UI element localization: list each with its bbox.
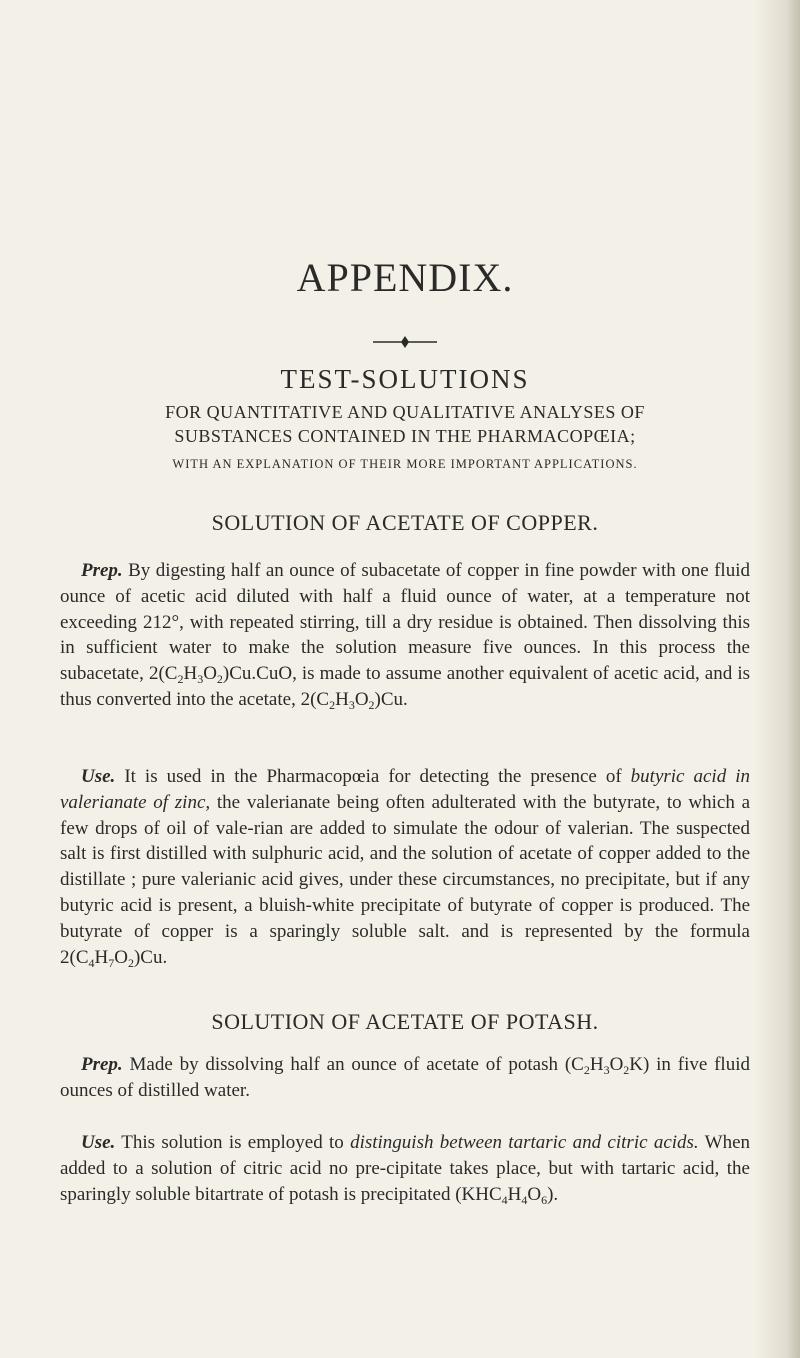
- text-run: Made by dissolving half an ounce of acetate of potash (C: [122, 1054, 584, 1075]
- subscript: 2: [368, 697, 375, 712]
- text-run: H: [507, 1183, 522, 1205]
- text-run: H: [589, 1054, 604, 1075]
- text-run: It is used in the Pharmacopœia for detecting the presence of: [115, 766, 631, 787]
- subscript: 2: [583, 1063, 590, 1077]
- paragraph-use-potash: [60, 1130, 750, 1207]
- subscript: 3: [197, 672, 204, 687]
- text-run: O: [354, 688, 369, 710]
- text-run: the valerianate being often adulterated with the butyrate, to which a few drops of oil of vale-rian are added to simulate the odour of valerian. The suspected salt is first distilled with sulphuric acid, and the solution of acetate of copper added to the distillate ; pure valerianic acid gives, under these circumstances, no precipitate, but if any butyric acid is present, a bluish-white precipitate of butyrate of copper is produced. The butyrate of copper is a sparingly soluble salt. and is represented by the formula 2(C: [60, 791, 751, 968]
- intro-line-2: SUBSTANCES CONTAINED IN THE PHARMACOPŒIA;: [174, 426, 636, 446]
- subscript: 3: [603, 1063, 610, 1077]
- page-title: APPENDIX.: [296, 255, 514, 300]
- subscript: 7: [108, 955, 115, 970]
- subscript: 2: [127, 955, 134, 970]
- prep-label: Prep.: [81, 560, 123, 581]
- text-run: This solution is employed to: [115, 1132, 351, 1153]
- text-run: When added to a solution of citric acid no pre-cipitate takes place, but with tartaric acid, the sparingly soluble bitartrate of potash is precipitated (KHC: [60, 1132, 750, 1205]
- use-label: Use.: [81, 1132, 116, 1153]
- text-run: O: [114, 946, 128, 968]
- subscript: 3: [348, 697, 355, 712]
- subscript: 4: [88, 955, 95, 970]
- text-run: H: [335, 688, 349, 710]
- text-run: O: [527, 1183, 542, 1205]
- subscript: 4: [521, 1192, 528, 1207]
- text-run: O: [609, 1054, 624, 1075]
- text-run: K) in five fluid ounces of distilled water.: [60, 1054, 750, 1101]
- page-edge-shadow: [754, 0, 800, 1358]
- section-heading-acetate-of-copper: SOLUTION OF ACETATE OF COPPER.: [211, 510, 599, 535]
- diamond-rule-ornament: [373, 336, 437, 348]
- italic-phrase: butyric acid in valerianate of zinc,: [60, 766, 750, 813]
- text-run: By digesting half an ounce of subacetate of copper in fine powder with one fluid ounce of acetic acid diluted with half a fluid ounce of water, at a temperature not exceeding 212°, with repeated stirring, till a dry residue is obtained. Then dissolving this in sufficient water to make the solution measure five ounces. In this process the subacetate, 2(C: [60, 560, 750, 685]
- text-run: )Cu.CuO, is made to assume another equivalent of acetic acid, and is thus converted into the acetate, 2(C: [60, 663, 750, 710]
- subscript: 2: [177, 672, 184, 687]
- subscript: 2: [216, 672, 223, 687]
- intro-line-1: FOR QUANTITATIVE AND QUALITATIVE ANALYSES OF: [165, 402, 645, 422]
- text-run: H: [94, 946, 109, 968]
- text-run: ).: [547, 1183, 559, 1205]
- subscript: 6: [541, 1192, 548, 1207]
- paragraph-prep-copper: [60, 558, 750, 713]
- italic-phrase: distinguish between tartaric and citric acids.: [350, 1132, 699, 1153]
- section-subtitle: TEST-SOLUTIONS: [280, 364, 530, 394]
- section-heading-acetate-of-potash: SOLUTION OF ACETATE OF POTASH.: [211, 1009, 599, 1034]
- subscript: 2: [623, 1063, 630, 1077]
- explanation-line: WITH AN EXPLANATION OF THEIR MORE IMPORTANT APPLICATIONS.: [172, 457, 638, 471]
- subscript: 4: [501, 1192, 508, 1207]
- text-run: H: [183, 663, 198, 685]
- paragraph-use-copper: [60, 764, 750, 970]
- prep-label: Prep.: [81, 1054, 123, 1075]
- paragraph-prep-potash: [60, 1052, 750, 1104]
- text-run: )Cu.: [374, 688, 408, 710]
- subscript: 2: [329, 697, 336, 712]
- use-label: Use.: [81, 766, 116, 787]
- text-run: O: [203, 663, 217, 685]
- text-run: )Cu.: [133, 946, 168, 968]
